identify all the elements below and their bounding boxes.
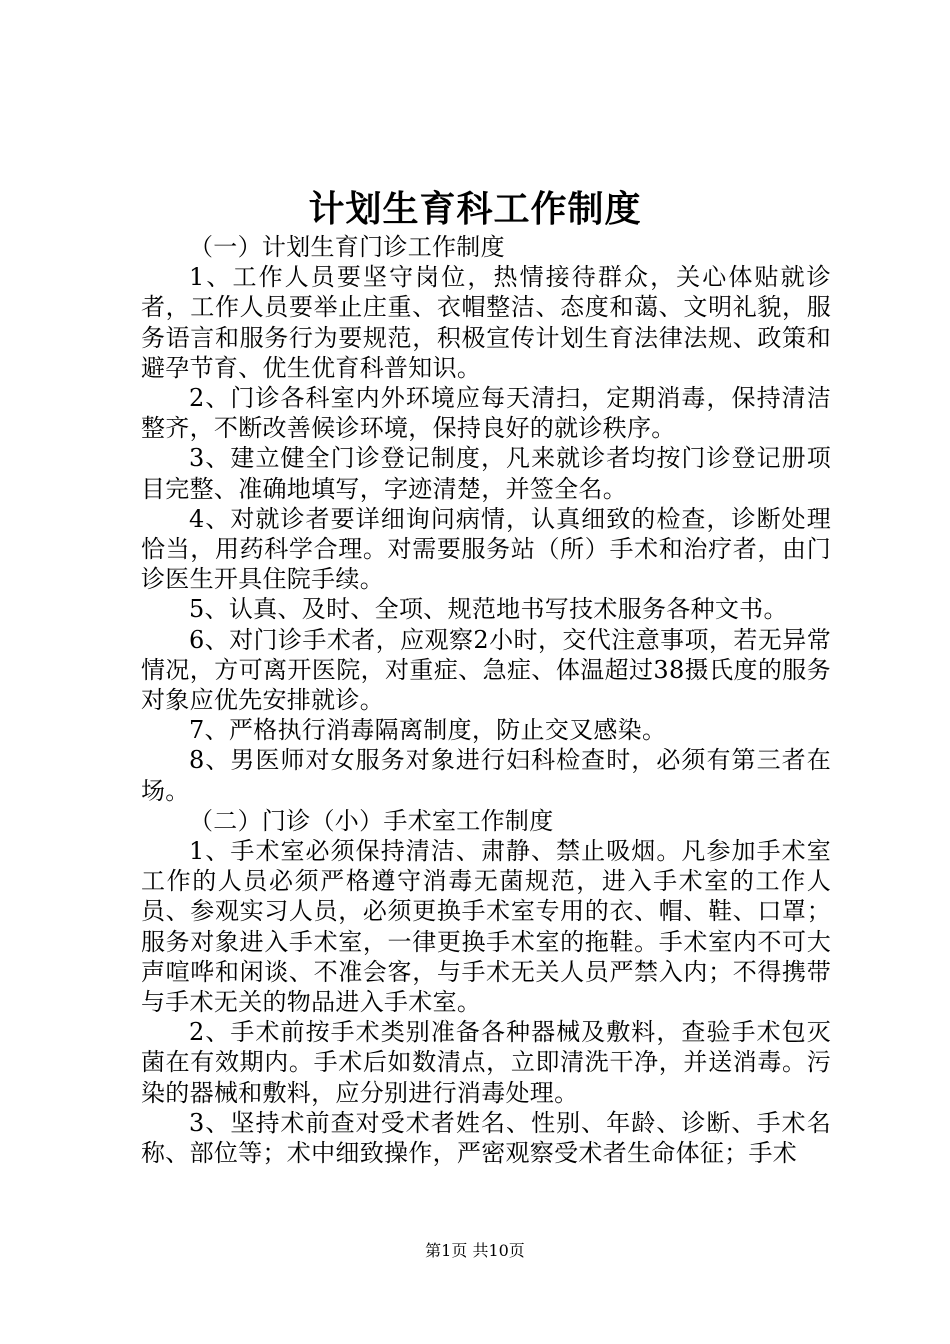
paragraph: 1、工作人员要坚守岗位，热情接待群众，关心体贴就诊者，工作人员要举止庄重、衣帽整洁、态度和蔼、文明礼貌，服务语言和服务行为要规范，积极宣传计划生育法律法规、政策和避孕节育、优生优育科普知识。 [141,263,831,382]
paragraph: 8、男医师对女服务对象进行妇科检查时，必须有第三者在场。 [141,746,831,805]
paragraph: 7、严格执行消毒隔离制度，防止交叉感染。 [189,716,667,745]
paragraph: 2、门诊各科室内外环境应每天清扫，定期消毒，保持清洁整齐，不断改善候诊环境，保持良好的就诊秩序。 [141,384,831,443]
paragraph: 1、手术室必须保持清洁、肃静、禁止吸烟。凡参加手术室工作的人员必须严格遵守消毒无菌规范，进入手术室的工作人员、参观实习人员，必须更换手术室专用的衣、帽、鞋、口罩；服务对象进入手术室，一律更换手术室的拖鞋。手术室内不可大声喧哗和闲谈、不准会客，与手术无关人员严禁入内；不得携带与手术无关的物品进入手术室。 [141,837,831,1017]
section-heading: （二）门诊（小）手术室工作制度 [189,806,554,835]
document-body [141,232,831,1168]
paragraph: 3、坚持术前查对受术者姓名、性别、年龄、诊断、手术名称、部位等；术中细致操作，严密观察受术者生命体征；手术 [141,1108,831,1168]
page-footer: 第1页 共10页 [425,1241,525,1260]
page-title: 计划生育科工作制度 [308,188,642,230]
paragraph: 5、认真、及时、全项、规范地书写技术服务各种文书。 [189,595,788,624]
paragraph: 3、建立健全门诊登记制度，凡来就诊者均按门诊登记册项目完整、准确地填写，字迹清楚，并签全名。 [141,444,831,503]
paragraph: 2、手术前按手术类别准备各种器械及敷料，查验手术包灭菌在有效期内。手术后如数清点，立即清洗干净，并送消毒。污染的器械和敷料，应分别进行消毒处理。 [141,1018,831,1107]
section-heading: （一）计划生育门诊工作制度 [189,233,505,261]
paragraph: 4、对就诊者要详细询问病情，认真细致的检查，诊断处理恰当，用药科学合理。对需要服务站（所）手术和治疗者，由门诊医生开具住院手续。 [141,504,831,594]
paragraph: 6、对门诊手术者，应观察2小时，交代注意事项，若无异常情况，方可离开医院，对重症、急症、体温超过38摄氏度的服务对象应优先安排就诊。 [141,625,831,715]
